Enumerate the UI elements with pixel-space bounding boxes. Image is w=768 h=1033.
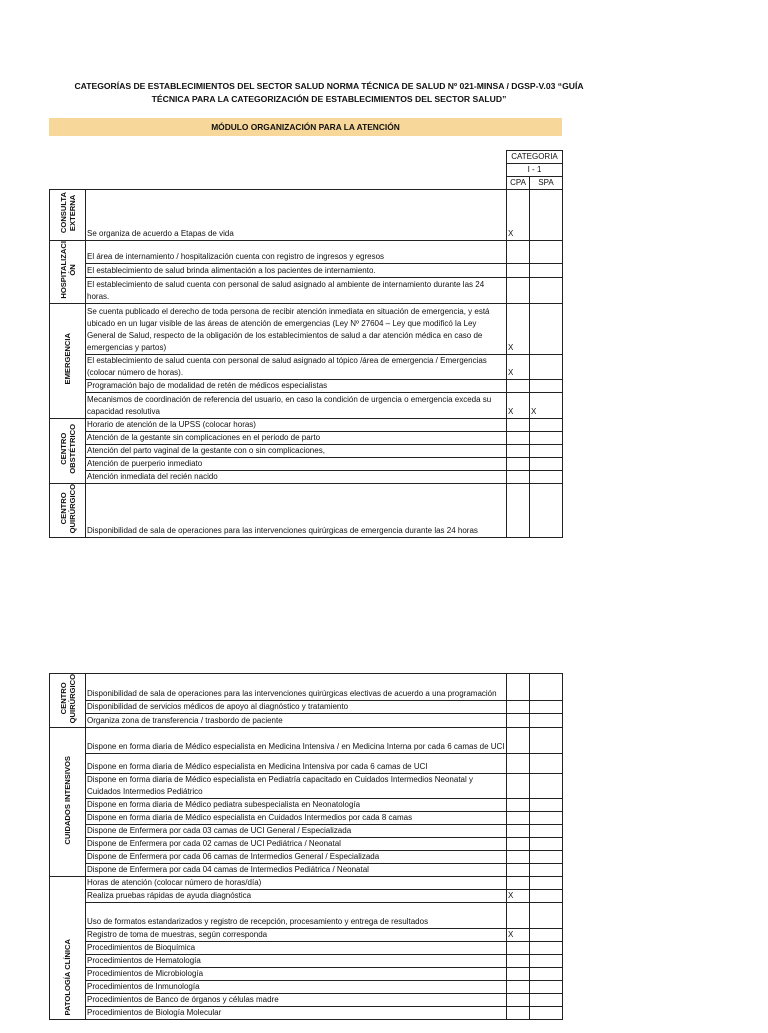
cpa-cell [507, 1007, 530, 1020]
cpa-cell [507, 263, 530, 277]
cpa-cell [507, 864, 530, 877]
cpa-cell [507, 457, 530, 470]
cpa-cell [507, 812, 530, 825]
section-centro-obstetrico: CENTRO OBSTÉTRICO [50, 418, 86, 483]
spa-cell [530, 981, 563, 994]
cpa-cell [507, 994, 530, 1007]
cpa-cell [507, 470, 530, 483]
cpa-cell [507, 774, 530, 799]
table-row: Procedimientos de Banco de órganos y células madre [86, 994, 507, 1007]
title-line-1: CATEGORÍAS DE ESTABLECIMIENTOS DEL SECTOR SALUD NORMA TÉCNICA DE SALUD Nº 021-MINSA / DGSP-V.03 “GUÍA [74, 81, 584, 91]
table-row: Atención de puerperio inmediato [86, 457, 507, 470]
table-row: Procedimientos de Hematología [86, 955, 507, 968]
categoria-header: CATEGORIA [507, 151, 563, 164]
cpa-cell [507, 277, 530, 303]
spa-cell [530, 457, 563, 470]
spa-cell [530, 955, 563, 968]
spa-cell [530, 877, 563, 890]
table-row: Dispone de Enfermera por cada 03 camas de UCI General / Especializada [86, 825, 507, 838]
categoria-table-page-2 [49, 673, 563, 1020]
table-row: Procedimientos de Inmunología [86, 981, 507, 994]
spa-cell [530, 728, 563, 754]
table-row: Atención de la gestante sin complicaciones en el periodo de parto [86, 431, 507, 444]
spa-cell [530, 431, 563, 444]
page-2-table-area [49, 673, 564, 1033]
table-row: Atención del parto vaginal de la gestante con o sin complicaciones, [86, 444, 507, 457]
cpa-cell [507, 674, 530, 701]
table-row: El área de internamiento / hospitalización cuenta con registro de ingresos y egresos [86, 241, 507, 264]
section-hospitalizacion: HOSPITALIZACI ÓN [50, 241, 86, 304]
categoria-table-page-1 [49, 150, 563, 538]
table-row: Mecanismos de coordinación de referencia del usuario, en caso la condición de urgencia o emergencia exceda su capacidad resolutiva [86, 392, 507, 418]
spa-cell: X [530, 392, 563, 418]
table-row: Dispone de Enfermera por cada 06 camas de Intermedios General / Especializada [86, 851, 507, 864]
document-title [48, 80, 610, 105]
cpa-cell: X [507, 929, 530, 942]
table-row: Se organiza de acuerdo a Etapas de vida [86, 190, 507, 241]
spa-cell [530, 903, 563, 929]
table-row: Programación bajo de modalidad de retén de médicos especialistas [86, 379, 507, 392]
table-row: El establecimiento de salud brinda alimentación a los pacientes de internamiento. [86, 263, 507, 277]
spa-cell [530, 851, 563, 864]
table-row: Horas de atención (colocar número de horas/día) [86, 877, 507, 890]
table-row: Dispone en forma diaria de Médico especialista en Medicina Intensiva por cada 6 camas de UCI [86, 754, 507, 774]
spa-cell [530, 700, 563, 714]
spa-cell [530, 838, 563, 851]
table-row: Horario de atención de la UPSS (colocar horas) [86, 418, 507, 431]
spa-header: SPA [530, 177, 563, 190]
spa-cell [530, 890, 563, 903]
spa-cell [530, 483, 563, 537]
title-line-2: TÉCNICA PARA LA CATEGORIZACIÓN DE ESTABLECIMIENTOS DEL SECTOR SALUD” [151, 93, 507, 104]
cpa-cell [507, 825, 530, 838]
level-header: I - 1 [507, 164, 563, 177]
table-row: Disponibilidad de sala de operaciones para las intervenciones quirúrgicas de emergencia durante las 24 horas [86, 483, 507, 537]
spa-cell [530, 812, 563, 825]
table-row: El establecimiento de salud cuenta con personal de salud asignado al tópico /área de emergencia / Emergencias (colocar número de horas). [86, 354, 507, 379]
table-row: Dispone en forma diaria de Médico especialista en Cuidados Intermedios por cada 8 camas [86, 812, 507, 825]
cpa-cell [507, 728, 530, 754]
table-row: Realiza pruebas rápidas de ayuda diagnóstica [86, 890, 507, 903]
cpa-cell: X [507, 354, 530, 379]
cpa-cell [507, 754, 530, 774]
table-row: Uso de formatos estandarizados y registro de recepción, procesamiento y entrega de resultados [86, 903, 507, 929]
cpa-cell [507, 903, 530, 929]
cpa-cell [507, 877, 530, 890]
cpa-cell: X [507, 392, 530, 418]
table-row: Procedimientos de Biología Molecular [86, 1007, 507, 1020]
spa-cell [530, 1007, 563, 1020]
cpa-cell [507, 799, 530, 812]
cpa-cell [507, 483, 530, 537]
cpa-cell [507, 981, 530, 994]
spa-cell [530, 864, 563, 877]
table-row: Dispone en forma diaria de Médico pediatra subespecialista en Neonatología [86, 799, 507, 812]
spa-cell [530, 241, 563, 264]
table-row: Organiza zona de transferencia / trasbordo de paciente [86, 714, 507, 728]
table-row: Procedimientos de Bioquímica [86, 942, 507, 955]
page-1-table-area [49, 150, 564, 536]
table-row: Registro de toma de muestras, según corresponda [86, 929, 507, 942]
spa-cell [530, 418, 563, 431]
cpa-cell [507, 700, 530, 714]
table-row: Disponibilidad de servicios médicos de apoyo al diagnóstico y tratamiento [86, 700, 507, 714]
table-row: Procedimientos de Microbiología [86, 968, 507, 981]
spa-cell [530, 799, 563, 812]
section-centro-quirurgico: CENTRO QUIRÚRGICO [50, 483, 86, 537]
cpa-cell [507, 838, 530, 851]
spa-cell [530, 190, 563, 241]
section-cuidados-intensivos: CUIDADOS INTENSIVOS [50, 728, 86, 877]
cpa-cell [507, 444, 530, 457]
section-patologia-clinica: PATOLOGÍA CLÍNICA [50, 877, 86, 1020]
table-row: Dispone en forma diaria de Médico especialista en Medicina Intensiva / en Medicina Interna por cada 6 camas de UCI [86, 728, 507, 754]
cpa-cell [507, 418, 530, 431]
cpa-cell [507, 955, 530, 968]
cpa-cell: X [507, 303, 530, 354]
table-row: Atención inmediata del recién nacido [86, 470, 507, 483]
spa-cell [530, 379, 563, 392]
module-banner: MÓDULO ORGANIZACIÓN PARA LA ATENCIÓN [49, 118, 562, 136]
section-emergencia: EMERGENCIA [50, 303, 86, 418]
spa-cell [530, 303, 563, 354]
section-centro-quirurgico-cont: CENTRO QUIRÚRGICO [50, 674, 86, 728]
spa-cell [530, 674, 563, 701]
table-row: Se cuenta publicado el derecho de toda persona de recibir atención inmediata en situación de emergencia, y está ubicado en un lugar visible de las áreas de atención de emergencias (Ley Nº 27604 – Ley que modificó la Ley General de Salud, respecto de la obligación de los establecimientos de salud a dar atención médica en caso de emergencias y partos) [86, 303, 507, 354]
cpa-cell [507, 379, 530, 392]
spa-cell [530, 277, 563, 303]
cpa-cell [507, 968, 530, 981]
spa-cell [530, 774, 563, 799]
table-row: El establecimiento de salud cuenta con personal de salud asignado al ambiente de internamiento durante las 24 horas. [86, 277, 507, 303]
table-row: Dispone en forma diaria de Médico especialista en Pediatría capacitado en Cuidados Intermedios Neonatal y Cuidados Intermedios Pediátrico [86, 774, 507, 799]
cpa-cell [507, 241, 530, 264]
spa-cell [530, 714, 563, 728]
cpa-header: CPA [507, 177, 530, 190]
cpa-cell: X [507, 190, 530, 241]
spa-cell [530, 470, 563, 483]
cpa-cell [507, 714, 530, 728]
spa-cell [530, 263, 563, 277]
spa-cell [530, 354, 563, 379]
spa-cell [530, 825, 563, 838]
spa-cell [530, 994, 563, 1007]
spa-cell [530, 929, 563, 942]
cpa-cell [507, 851, 530, 864]
cpa-cell: X [507, 890, 530, 903]
spa-cell [530, 968, 563, 981]
spa-cell [530, 444, 563, 457]
spa-cell [530, 942, 563, 955]
spa-cell [530, 754, 563, 774]
cpa-cell [507, 431, 530, 444]
section-consulta-externa: CONSULTA EXTERNA [50, 190, 86, 241]
table-row: Dispone de Enfermera por cada 04 camas de Intermedios Pediátrica / Neonatal [86, 864, 507, 877]
cpa-cell [507, 942, 530, 955]
table-row: Dispone de Enfermera por cada 02 camas de UCI Pediátrica / Neonatal [86, 838, 507, 851]
table-row: Disponibilidad de sala de operaciones para las intervenciones quirúrgicas electivas de acuerdo a una programación [86, 674, 507, 701]
